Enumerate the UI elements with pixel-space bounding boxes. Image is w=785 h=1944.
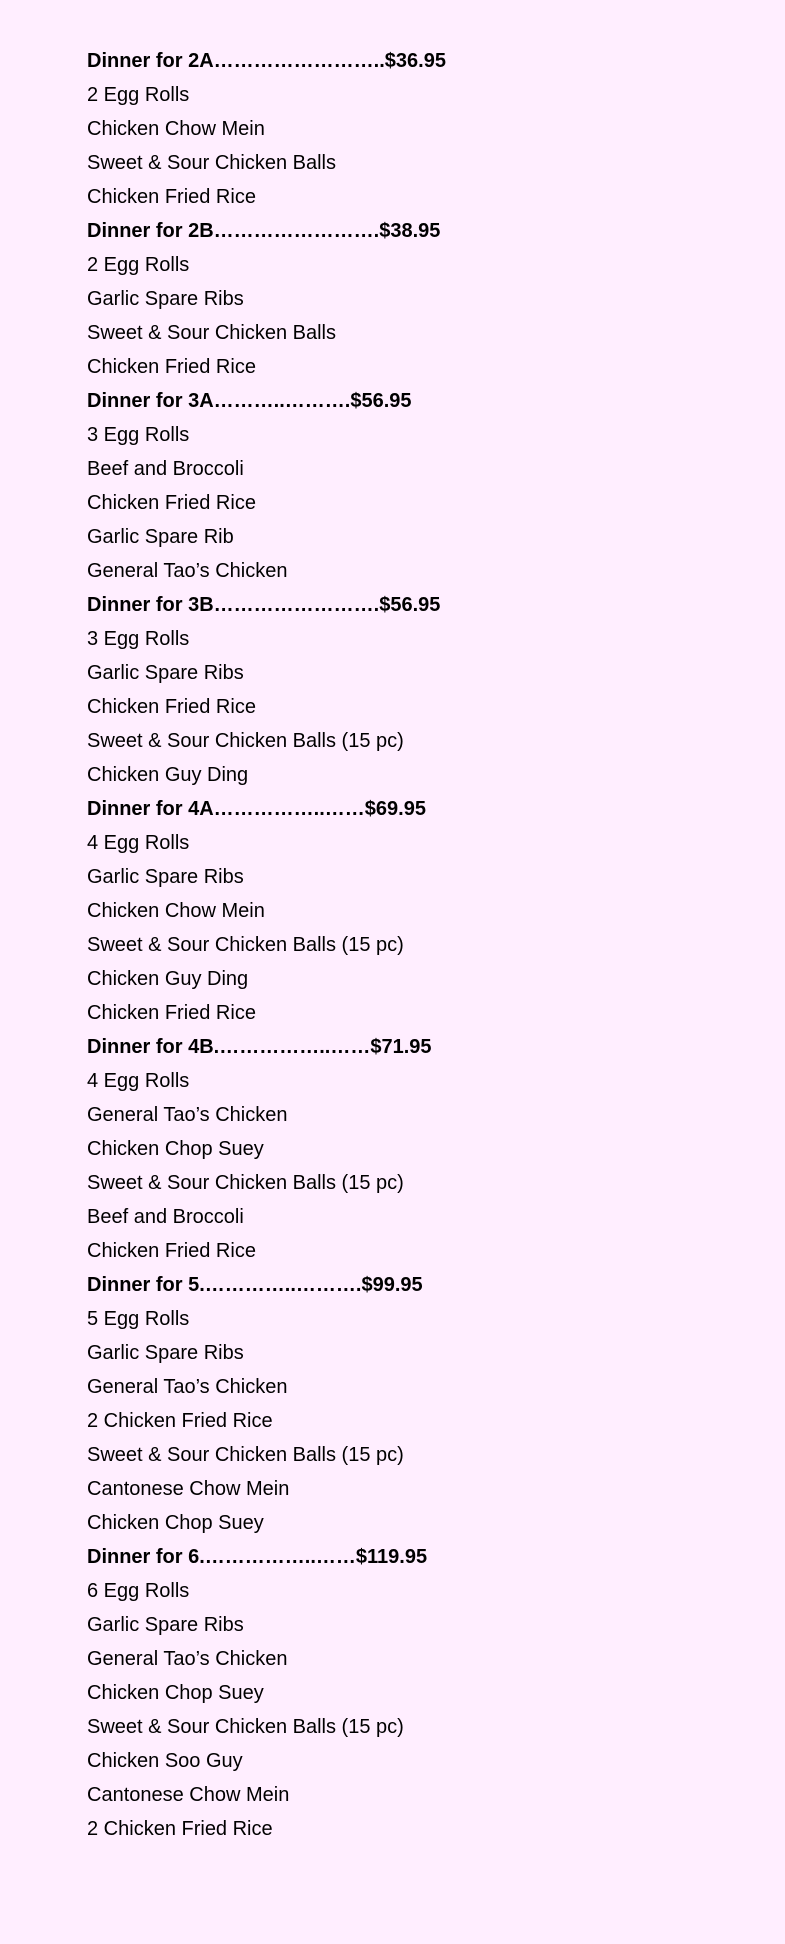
- menu-item: Chicken Soo Guy: [87, 1750, 243, 1772]
- menu-item: General Tao’s Chicken: [87, 560, 288, 582]
- menu-item: Chicken Chow Mein: [87, 118, 265, 140]
- menu-item: 6 Egg Rolls: [87, 1580, 190, 1602]
- menu-item: Chicken Fried Rice: [87, 1002, 256, 1024]
- menu-section-heading: Dinner for 2A……………………..$36.95: [87, 50, 446, 72]
- menu-section: [87, 1540, 785, 1846]
- menu-item: Sweet & Sour Chicken Balls (15 pc): [87, 730, 404, 752]
- menu-item: 3 Egg Rolls: [87, 424, 190, 446]
- menu-item: 2 Chicken Fried Rice: [87, 1818, 273, 1840]
- menu-item: Chicken Chop Suey: [87, 1138, 264, 1160]
- menu-item: General Tao’s Chicken: [87, 1104, 288, 1126]
- menu-section-heading: Dinner for 4A……………..……$69.95: [87, 798, 426, 820]
- menu-section: [87, 214, 785, 384]
- menu-item: Sweet & Sour Chicken Balls (15 pc): [87, 934, 404, 956]
- menu-section-heading: Dinner for 2B…………………….$38.95: [87, 220, 441, 242]
- menu-item: Garlic Spare Ribs: [87, 1342, 244, 1364]
- menu-item: 4 Egg Rolls: [87, 832, 190, 854]
- menu-item: Sweet & Sour Chicken Balls (15 pc): [87, 1444, 404, 1466]
- menu-item: 3 Egg Rolls: [87, 628, 190, 650]
- menu-item: 2 Egg Rolls: [87, 254, 190, 276]
- menu-item: Garlic Spare Ribs: [87, 866, 244, 888]
- menu-item: Sweet & Sour Chicken Balls: [87, 322, 337, 344]
- menu-item: Chicken Chop Suey: [87, 1682, 264, 1704]
- menu-section-heading: Dinner for 3B…………………….$56.95: [87, 594, 441, 616]
- menu-item: Chicken Guy Ding: [87, 764, 249, 786]
- menu-item: 2 Chicken Fried Rice: [87, 1410, 273, 1432]
- menu-section-heading: Dinner for 3A………..……….$56.95: [87, 390, 412, 412]
- menu-item: Garlic Spare Ribs: [87, 662, 244, 684]
- menu-item: Sweet & Sour Chicken Balls (15 pc): [87, 1716, 404, 1738]
- menu-item: Chicken Fried Rice: [87, 1240, 256, 1262]
- menu-item: 2 Egg Rolls: [87, 84, 190, 106]
- menu-item: Garlic Spare Ribs: [87, 1614, 244, 1636]
- menu-section: [87, 384, 785, 588]
- menu-item: Sweet & Sour Chicken Balls: [87, 152, 337, 174]
- menu-section-heading: Dinner for 4B.……………..……$71.95: [87, 1036, 432, 1058]
- menu-item: 4 Egg Rolls: [87, 1070, 190, 1092]
- menu-section: [87, 588, 785, 792]
- menu-item: Chicken Chow Mein: [87, 900, 265, 922]
- menu-item: Beef and Broccoli: [87, 458, 244, 480]
- menu-item: 5 Egg Rolls: [87, 1308, 190, 1330]
- menu-section-heading: Dinner for 6.……………..……$119.95: [87, 1546, 428, 1568]
- menu-section: [87, 1030, 785, 1268]
- menu-item: Chicken Guy Ding: [87, 968, 249, 990]
- menu-item: Chicken Fried Rice: [87, 696, 256, 718]
- menu-section: [87, 792, 785, 1030]
- menu-section: [87, 1268, 785, 1540]
- menu-item: Beef and Broccoli: [87, 1206, 244, 1228]
- menu-item: Sweet & Sour Chicken Balls (15 pc): [87, 1172, 404, 1194]
- menu-item: Chicken Fried Rice: [87, 356, 256, 378]
- menu-section: [87, 44, 785, 214]
- menu-item: Garlic Spare Rib: [87, 526, 234, 548]
- menu-item: General Tao’s Chicken: [87, 1648, 288, 1670]
- menu-item: Garlic Spare Ribs: [87, 288, 244, 310]
- menu-item: Cantonese Chow Mein: [87, 1478, 290, 1500]
- menu-item: Cantonese Chow Mein: [87, 1784, 290, 1806]
- menu-item: Chicken Fried Rice: [87, 186, 256, 208]
- menu-section-heading: Dinner for 5.…………..……….$99.95: [87, 1274, 423, 1296]
- menu-item: Chicken Chop Suey: [87, 1512, 264, 1534]
- menu-item: Chicken Fried Rice: [87, 492, 256, 514]
- menu-item: General Tao’s Chicken: [87, 1376, 288, 1398]
